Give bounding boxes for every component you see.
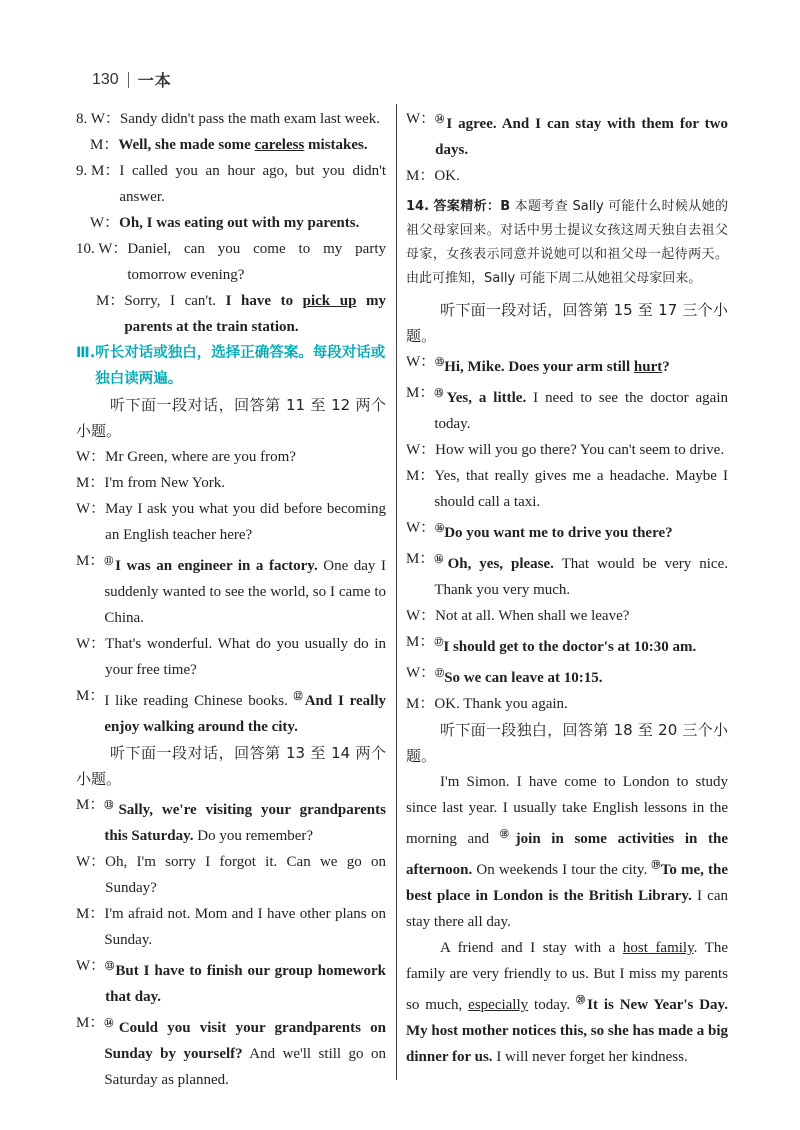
d3-line-1: W： ⑮Hi, Mike. Does your arm still hurt? bbox=[406, 354, 670, 375]
q9-man-line: 9. M： I called you an hour ago, but you didn't answer. bbox=[76, 163, 386, 205]
monologue-para-1: I'm Simon. I have come to London to study since last year. I usually take English lessons in the morning and ⑱join in some activities in the afternoon. On weekends I tour the city. ⑲To me, the best place in London is the British Library. I can stay there all day. bbox=[406, 774, 729, 930]
marker-19: ⑲ bbox=[651, 860, 661, 870]
intro-13-14: 听下面一段对话，回答第 13 至 14 两个小题。 bbox=[76, 744, 386, 788]
marker-11: ⑪ bbox=[104, 556, 116, 566]
r-line-2: M： OK. bbox=[406, 168, 460, 184]
marker-15b: ⑮ bbox=[434, 388, 447, 398]
intro-18-20: 听下面一段独白，回答第 18 至 20 三个小题。 bbox=[406, 721, 728, 765]
header-divider bbox=[128, 72, 129, 88]
intro-11-12: 听下面一段对话，回答第 11 至 12 两个小题。 bbox=[76, 396, 386, 440]
marker-13b: ⑬ bbox=[105, 961, 116, 971]
q10-woman-line: 10. W： Daniel, can you come to my party tomorrow evening? bbox=[76, 241, 386, 283]
section-3-heading: Ⅲ. 听长对话或独白，选择正确答案。每段对话或独白读两遍。 bbox=[76, 345, 386, 387]
marker-14b: ⑭ bbox=[435, 114, 447, 124]
d3-line-6: M： ⑯Oh, yes, please. That would be very nice. Thank you very much. bbox=[406, 551, 728, 598]
monologue-para-2: A friend and I stay with a host family. The family are very friendly to us. But I miss my parents so much, especially today. ⑳It is New Year's Day. My host mother notices this, so she has made a big dinner for us. I will never forget her kindness. bbox=[406, 940, 728, 1065]
q10-man-line: M： Sorry, I can't. I have to pick up my parents at the train station. bbox=[96, 293, 386, 335]
q8-man-line: M： Well, she made some careless mistakes. bbox=[90, 137, 368, 153]
d1-line-5: W： That's wonderful. What do you usually do in your free time? bbox=[76, 636, 386, 678]
answer-analysis-14: 14. 答案精析：B 本题考查 Sally 可能什么时候从她的祖父母家回来。对话中男士提议女孩这周天独自去祖父母家，女孩表示同意并说她可以和祖父母一起待两天。由此可推知，Sally 可能下周二从她祖父母家回来。 bbox=[406, 199, 728, 286]
d3-line-3: W： How will you go there? You can't seem to drive. bbox=[406, 442, 725, 458]
marker-17: ⑰ bbox=[434, 637, 444, 647]
marker-20: ⑳ bbox=[576, 995, 588, 1005]
book-logo: 一本 bbox=[137, 71, 172, 90]
d1-line-3: W： May I ask you what you did before becoming an English teacher here? bbox=[76, 501, 386, 543]
intro-15-17: 听下面一段对话，回答第 15 至 17 三个小题。 bbox=[406, 301, 728, 345]
q8-woman-line: 8. W： Sandy didn't pass the math exam last week. bbox=[76, 111, 381, 127]
d2-line-2: W： Oh, I'm sorry I forgot it. Can we go on Sunday? bbox=[76, 854, 386, 896]
column-divider bbox=[396, 104, 397, 1080]
left-column bbox=[76, 106, 386, 1093]
r-line-1: W： ⑭I agree. And I can stay with them for two days. bbox=[406, 111, 728, 158]
marker-13: ⑬ bbox=[104, 800, 119, 810]
d1-line-1: W： Mr Green, where are you from? bbox=[76, 449, 296, 465]
d3-line-9: W： ⑰So we can leave at 10:15. bbox=[406, 665, 603, 686]
marker-16b: ⑯ bbox=[434, 554, 448, 564]
d2-line-5: M： ⑭Could you visit your grandparents on Sunday by yourself? And we'll still go on Saturday as planned. bbox=[76, 1015, 386, 1088]
marker-12: ⑫ bbox=[293, 691, 305, 701]
d3-line-4: M： Yes, that really gives me a headache. Maybe I should call a taxi. bbox=[406, 468, 728, 510]
marker-15: ⑮ bbox=[435, 357, 445, 367]
marker-14: ⑭ bbox=[104, 1018, 119, 1028]
marker-17b: ⑰ bbox=[435, 668, 445, 678]
page-header bbox=[92, 68, 172, 91]
d1-line-4: M： ⑪I was an engineer in a factory. One day I suddenly wanted to see the world, so I came to China. bbox=[76, 553, 386, 626]
d1-line-6: M： I like reading Chinese books. ⑫And I really enjoy walking around the city. bbox=[76, 688, 386, 735]
d2-line-3: M： I'm afraid not. Mom and I have other plans on Sunday. bbox=[76, 906, 386, 948]
marker-16: ⑯ bbox=[435, 523, 445, 533]
d1-line-2: M： I'm from New York. bbox=[76, 475, 225, 491]
d2-line-4: W： ⑬But I have to finish our group homework that day. bbox=[76, 958, 386, 1005]
d3-line-7: W： Not at all. When shall we leave? bbox=[406, 608, 630, 624]
d3-line-8: M： ⑰I should get to the doctor's at 10:30 am. bbox=[406, 634, 697, 655]
q9-woman-line: W： Oh, I was eating out with my parents. bbox=[90, 215, 360, 231]
d3-line-10: M： OK. Thank you again. bbox=[406, 696, 568, 712]
marker-18: ⑱ bbox=[499, 829, 516, 839]
right-column bbox=[406, 106, 728, 1070]
page-number: 130 bbox=[92, 70, 119, 88]
d3-line-5: W： ⑯Do you want me to drive you there? bbox=[406, 520, 673, 541]
d2-line-1: M： ⑬Sally, we're visiting your grandparents this Saturday. Do you remember? bbox=[76, 797, 386, 844]
d3-line-2: M： ⑮Yes, a little. I need to see the doctor again today. bbox=[406, 385, 728, 432]
